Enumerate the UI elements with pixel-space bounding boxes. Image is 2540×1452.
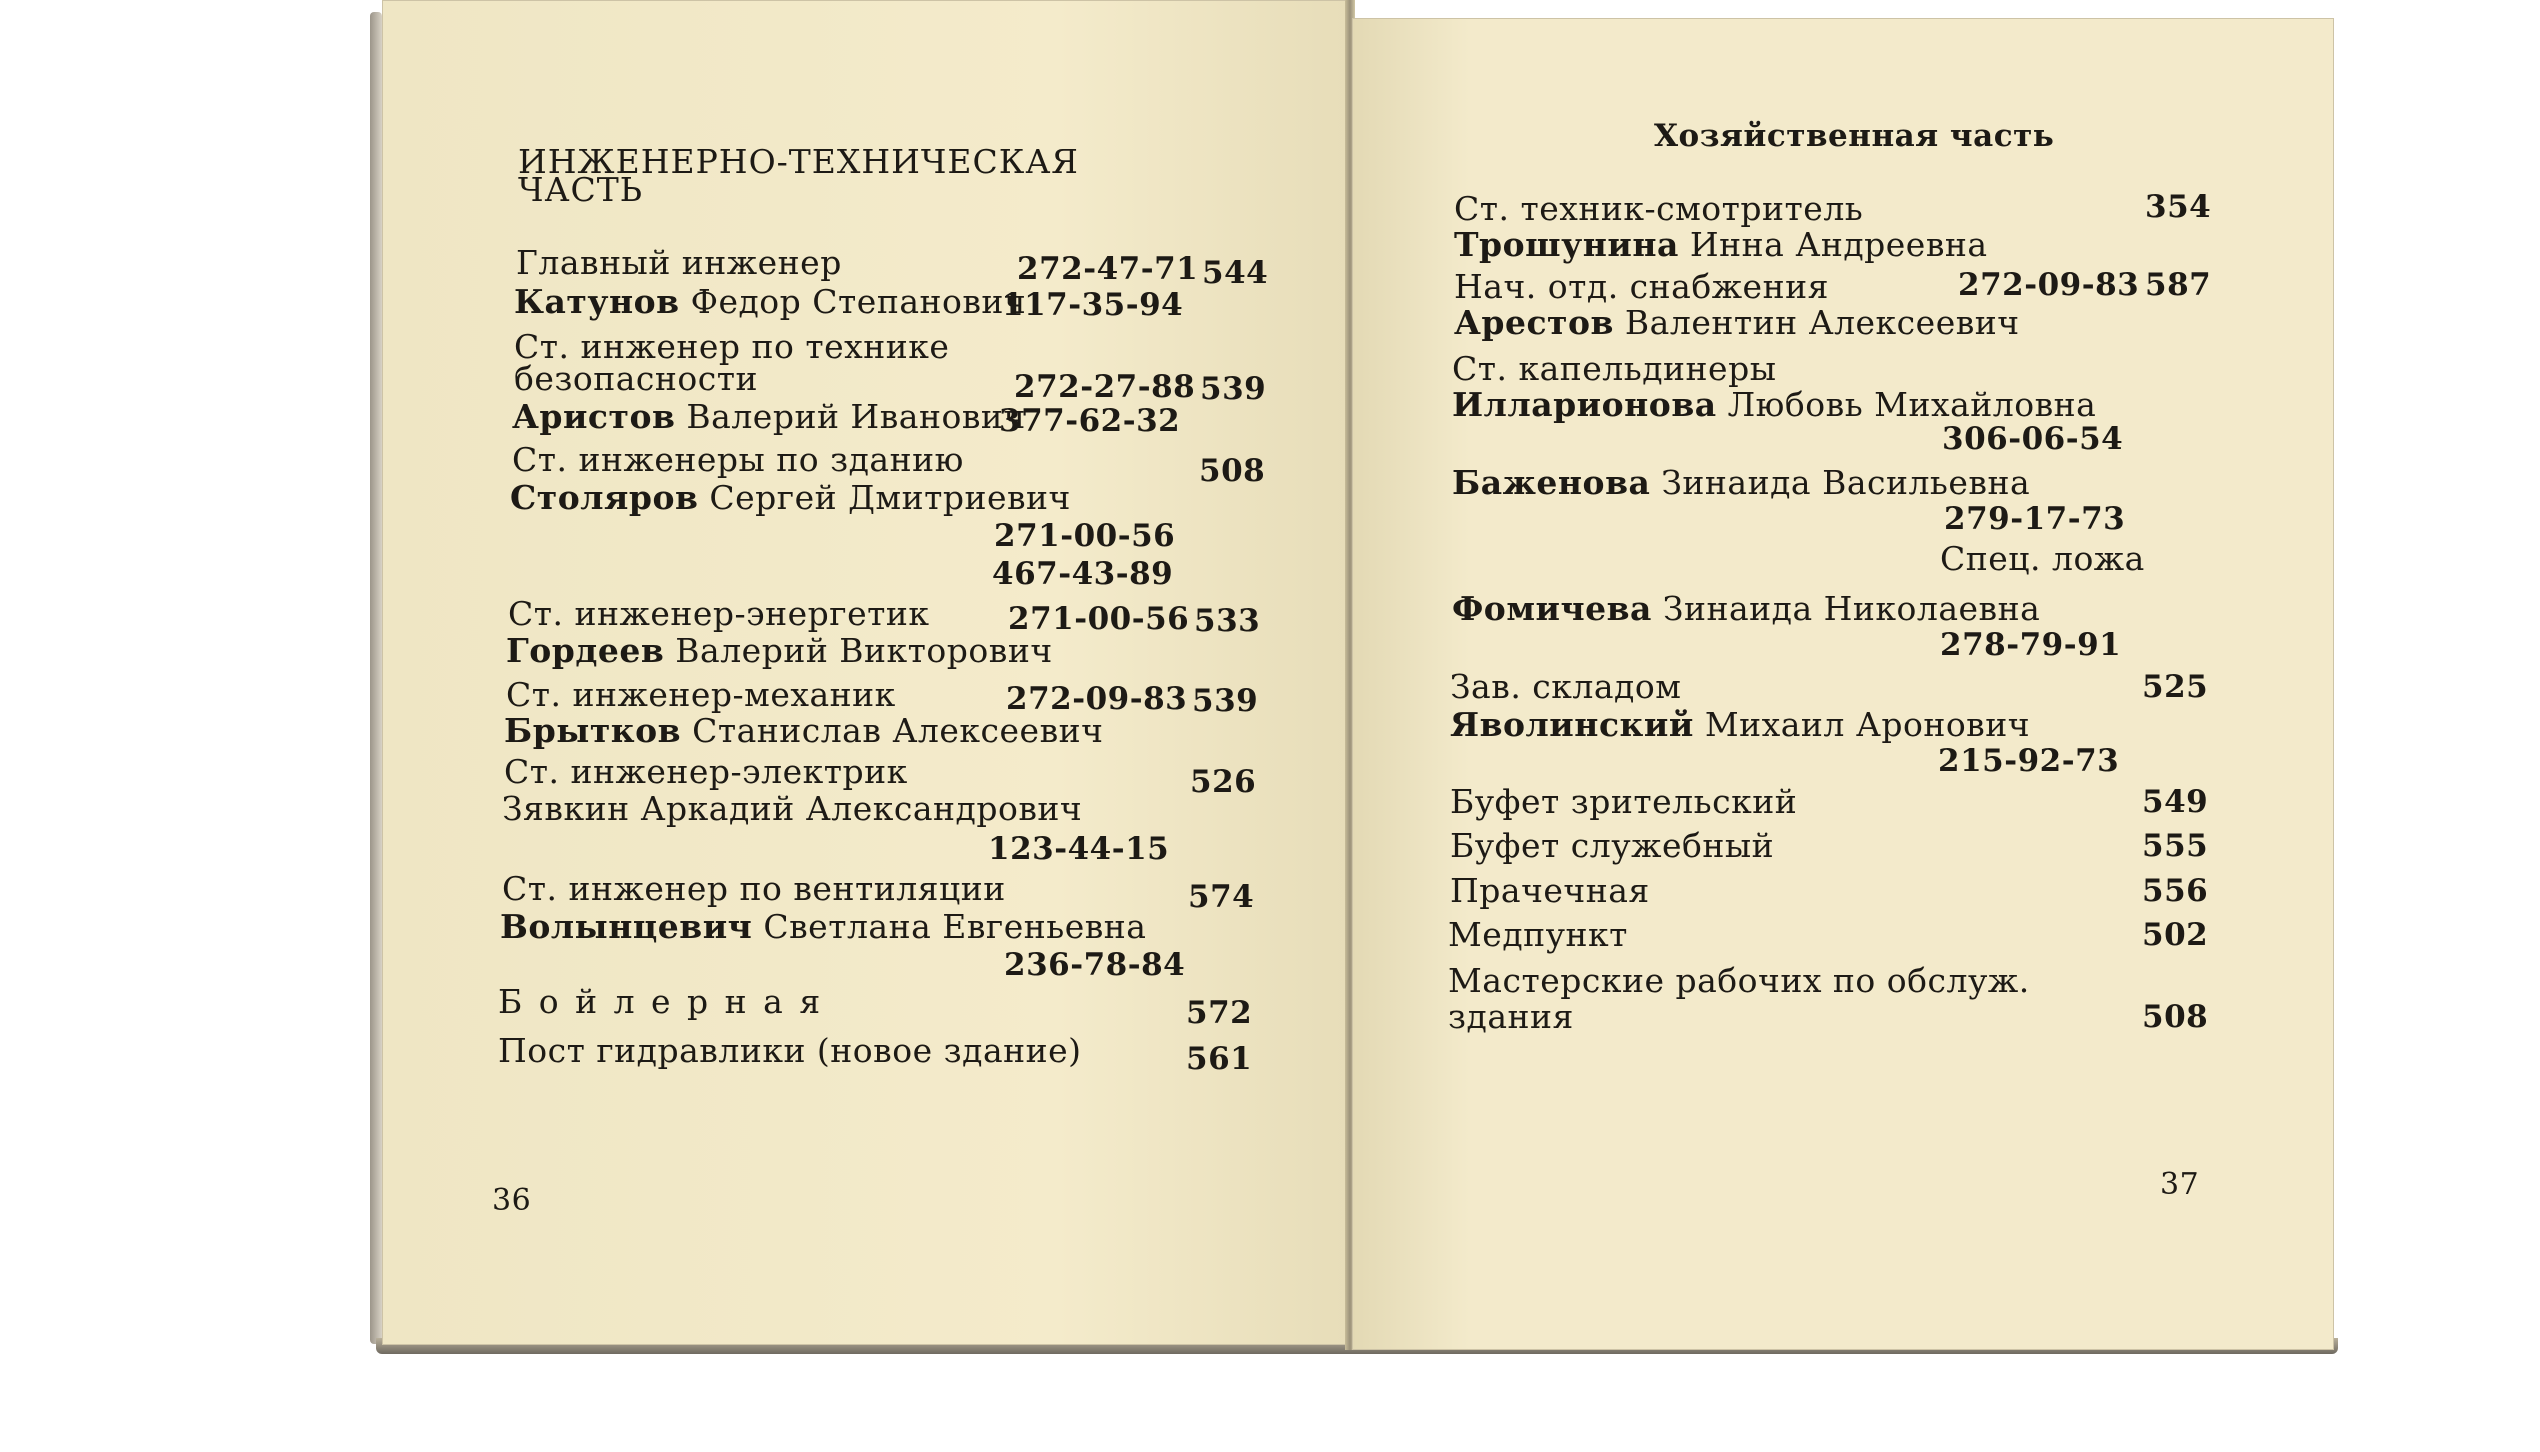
entry-phone: 271-00-56 bbox=[994, 518, 1176, 554]
entry-phone2: 117-35-94 bbox=[1002, 287, 1184, 323]
entry-name: Зявкин Аркадий Александрович bbox=[502, 789, 1083, 828]
page-number: 36 bbox=[492, 1183, 532, 1218]
entry-name: Столяров Сергей Дмитриевич bbox=[510, 478, 1071, 517]
entry-ext: 574 bbox=[1188, 879, 1255, 915]
entry-phone: 271-00-56 bbox=[1008, 601, 1190, 637]
section-heading-line2: ЧАСТЬ bbox=[518, 170, 643, 209]
entry-ext: 556 bbox=[2142, 873, 2209, 909]
entry-title: Ст. инженеры по зданию bbox=[512, 440, 964, 479]
entry-name: Арестов Валентин Алексеевич bbox=[1454, 303, 2020, 342]
left-page bbox=[382, 0, 1347, 1345]
entry-phone: 272-09-83 bbox=[1958, 267, 2140, 303]
entry-title: Прачечная bbox=[1450, 871, 1650, 910]
section-heading: Хозяйственная часть bbox=[1654, 118, 2055, 154]
entry-title: Ст. капельдинеры bbox=[1452, 349, 1777, 388]
entry-title: Нач. отд. снабжения bbox=[1454, 267, 1829, 306]
entry-title-line2: безопасности bbox=[514, 359, 759, 398]
page-number: 37 bbox=[2160, 1167, 2200, 1202]
entry-ext: 572 bbox=[1186, 995, 1253, 1031]
entry-title: Зав. складом bbox=[1450, 667, 1682, 706]
entry-title: Пост гидравлики (новое здание) bbox=[498, 1031, 1082, 1070]
entry-name: Гордеев Валерий Викторович bbox=[506, 631, 1053, 670]
entry-ext: 526 bbox=[1190, 764, 1257, 800]
entry-ext: 544 bbox=[1202, 255, 1269, 291]
entry-name: Трошунина Инна Андреевна bbox=[1454, 225, 1988, 264]
entry-title: Буфет зрительский bbox=[1450, 782, 1798, 821]
entry-phone: 272-27-88 bbox=[1014, 369, 1196, 405]
entry-ext: 508 bbox=[2142, 999, 2209, 1035]
entry-phone: 272-09-83 bbox=[1006, 681, 1188, 717]
entry-ext: 354 bbox=[2145, 189, 2212, 225]
entry-phone: 279-17-73 bbox=[1944, 501, 2126, 537]
entry-title: Мастерские рабочих по обслуж. bbox=[1448, 961, 2030, 1000]
entry-title: Ст. инженер-механик bbox=[506, 675, 896, 714]
entry-ext: 502 bbox=[2142, 917, 2209, 953]
entry-ext: 539 bbox=[1200, 371, 1267, 407]
entry-phone: 272-47-71 bbox=[1017, 251, 1199, 287]
entry-name: Волынцевич Светлана Евгеньевна bbox=[500, 907, 1147, 946]
entry-ext: 539 bbox=[1192, 683, 1259, 719]
entry-name: Аристов Валерий Иванович bbox=[512, 397, 1026, 436]
entry-title: Ст. инженер по технике bbox=[514, 327, 950, 366]
entry-phone: 215-92-73 bbox=[1938, 743, 2120, 779]
entry-ext: 525 bbox=[2142, 669, 2209, 705]
right-page bbox=[1352, 18, 2334, 1350]
entry-ext: 561 bbox=[1186, 1041, 1253, 1077]
entry-title: Медпункт bbox=[1448, 915, 1628, 954]
entry-phone: 236-78-84 bbox=[1004, 947, 1186, 983]
entry-title: Ст. инженер-электрик bbox=[504, 752, 908, 791]
entry-ext: 555 bbox=[2142, 828, 2209, 864]
entry-title: Ст. техник-смотритель bbox=[1454, 189, 1864, 228]
entry-ext: 508 bbox=[1199, 453, 1266, 489]
entry-title: Ст. инженер-энергетик bbox=[508, 594, 930, 633]
entry-title: Буфет служебный bbox=[1450, 826, 1775, 865]
entry-title: Б о й л е р н а я bbox=[498, 982, 824, 1021]
entry-phone2: 377-62-32 bbox=[999, 403, 1181, 439]
entry-name: Брытков Станислав Алексеевич bbox=[504, 711, 1104, 750]
entry-name: Фомичева Зинаида Николаевна bbox=[1452, 589, 2041, 628]
entry-phone: 306-06-54 bbox=[1942, 421, 2124, 457]
entry-name: Баженова Зинаида Васильевна bbox=[1452, 463, 2031, 502]
entry-title-line2: здания bbox=[1448, 997, 1574, 1036]
entry-name: Катунов Федор Степанович bbox=[514, 282, 1027, 321]
entry-phone: 278-79-91 bbox=[1940, 627, 2122, 663]
entry-name: Яволинский Михаил Аронович bbox=[1450, 705, 2031, 744]
section-heading: ИНЖЕНЕРНО-ТЕХНИЧЕСКАЯ bbox=[518, 142, 1079, 181]
entry-title: Ст. инженер по вентиляции bbox=[502, 869, 1006, 908]
entry-phone: 123-44-15 bbox=[988, 831, 1170, 867]
entry-note: Спец. ложа bbox=[1940, 539, 2145, 578]
entry-name: Илларионова Любовь Михайловна bbox=[1452, 385, 2097, 424]
entry-ext: 587 bbox=[2145, 267, 2212, 303]
entry-ext: 549 bbox=[2142, 784, 2209, 820]
entry-ext: 533 bbox=[1194, 603, 1261, 639]
book-cover-edge bbox=[370, 12, 382, 1344]
entry-title: Главный инженер bbox=[516, 243, 842, 282]
entry-phone2: 467-43-89 bbox=[992, 556, 1174, 592]
